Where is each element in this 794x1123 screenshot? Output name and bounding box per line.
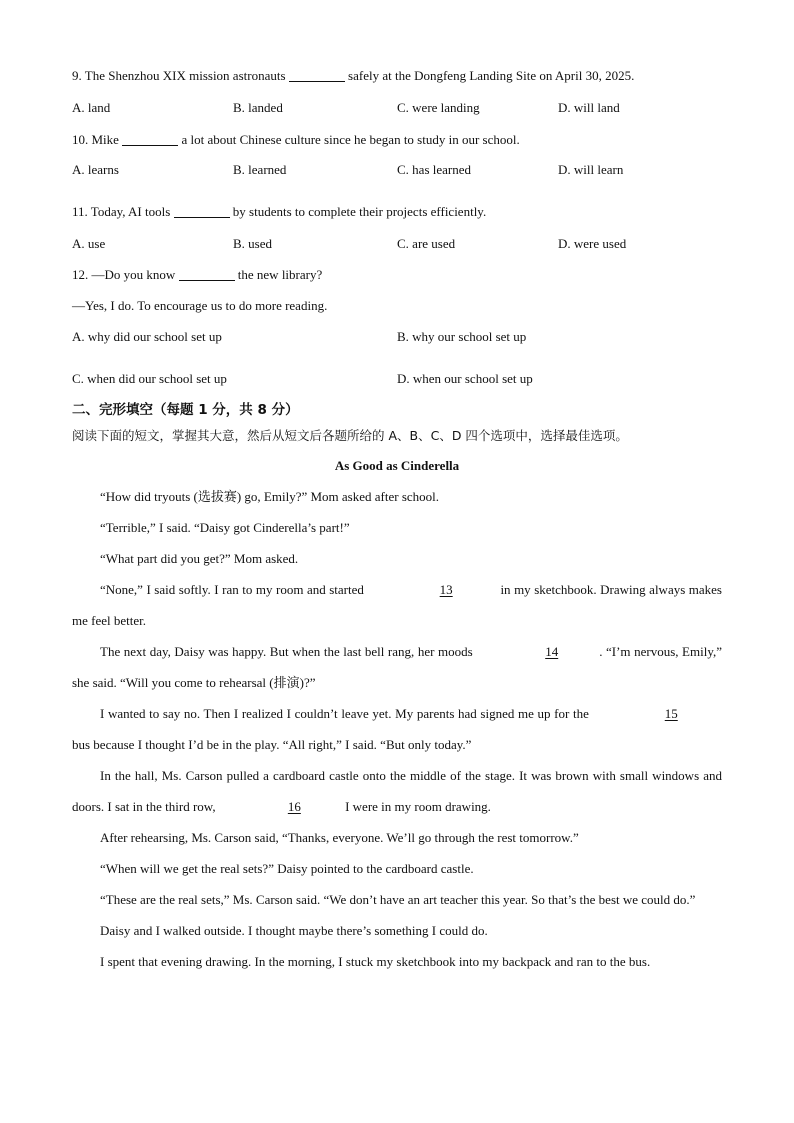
option-b: B. landed	[233, 100, 283, 115]
section-instruction: 阅读下面的短文，掌握其大意，然后从短文后各题所给的 A、B、C、D 四个选项中，选择最佳选项。	[72, 428, 628, 443]
option-c: C. when did our school set up	[72, 371, 227, 386]
question-stem-text: by students to complete their projects efficiently.	[232, 204, 487, 219]
option-a: A. use	[72, 236, 106, 251]
passage-title: As Good as Cinderella	[334, 458, 460, 473]
option-c: C. has learned	[397, 162, 472, 177]
paragraph: “What part did you get?” Mom asked.	[100, 551, 299, 566]
option-d: D. were used	[558, 236, 627, 251]
paragraph-text: in my sketchbook. Drawing always makes me feel better.	[72, 582, 722, 628]
option-c: C. were landing	[397, 100, 480, 115]
question-12-stem	[72, 267, 322, 283]
paragraph: After rehearsing, Ms. Carson said, “Thanks, everyone. We’ll go through the rest tomorrow.”	[100, 830, 579, 845]
paragraph-text: I were in my room drawing.	[345, 799, 491, 814]
paragraph	[72, 760, 722, 822]
paragraph-text: The next day, Daisy was happy. But when the last bell rang, her moods	[100, 644, 473, 659]
question-12-reply: —Yes, I do. To encourage us to do more reading.	[72, 298, 328, 313]
question-stem-text: a lot about Chinese culture since he began to study in our school.	[181, 132, 520, 147]
option-a: A. why did our school set up	[72, 329, 222, 344]
numbered-blank-14: 14	[545, 644, 559, 659]
question-stem-text: 12. —Do you know	[72, 267, 176, 282]
question-10-stem	[72, 132, 520, 148]
paragraph-text: . “I’m nervous, Emily,” she said. “Will you come to rehearsal (排演)?”	[72, 644, 723, 690]
answer-blank	[179, 268, 235, 281]
paragraph	[72, 574, 722, 636]
paragraph-text: “None,” I said softly. I ran to my room and started	[100, 582, 364, 597]
paragraph	[72, 698, 722, 760]
paragraph-text: In the hall, Ms. Carson pulled a cardboard castle onto the middle of the stage. It was brown with small windows and doors. I sat in the third row,	[72, 768, 722, 814]
question-stem-text: the new library?	[237, 267, 323, 282]
paragraph-text: I wanted to say no. Then I realized I couldn’t leave yet. My parents had signed me up for the	[100, 706, 589, 721]
paragraph: “How did tryouts (选拔赛) go, Emily?” Mom asked after school.	[100, 489, 440, 504]
option-c: C. are used	[397, 236, 456, 251]
section-title: 二、完形填空（每题 1 分，共 8 分）	[72, 402, 299, 418]
numbered-blank-16: 16	[287, 799, 301, 814]
answer-blank	[174, 205, 230, 218]
option-a: A. land	[72, 100, 111, 115]
paragraph: I spent that evening drawing. In the morning, I stuck my sketchbook into my backpack and ran to the bus.	[100, 954, 651, 969]
question-stem-text: safely at the Dongfeng Landing Site on April 30, 2025.	[348, 68, 635, 83]
paragraph: “When will we get the real sets?” Daisy pointed to the cardboard castle.	[100, 861, 474, 876]
answer-blank	[122, 133, 178, 146]
paragraph	[72, 636, 722, 698]
option-b: B. learned	[233, 162, 287, 177]
passage-body	[72, 481, 722, 977]
option-d: D. will learn	[558, 162, 624, 177]
question-11-stem	[72, 204, 486, 220]
option-b: B. why our school set up	[397, 329, 527, 344]
option-d: D. will land	[558, 100, 620, 115]
paragraph-text: bus because I thought I’d be in the play. “All right,” I said. “But only today.”	[72, 737, 472, 752]
question-stem-text: 9. The Shenzhou XIX mission astronauts	[72, 68, 286, 83]
question-stem-text: 11. Today, AI tools	[72, 204, 171, 219]
option-a: A. learns	[72, 162, 119, 177]
question-9-stem	[72, 68, 634, 84]
option-b: B. used	[233, 236, 272, 251]
option-d: D. when our school set up	[397, 371, 533, 386]
numbered-blank-15: 15	[664, 706, 678, 721]
answer-blank	[289, 69, 345, 82]
paragraph: Daisy and I walked outside. I thought maybe there’s something I could do.	[100, 923, 488, 938]
paragraph: “Terrible,” I said. “Daisy got Cinderella’s part!”	[100, 520, 350, 535]
numbered-blank-13: 13	[439, 582, 453, 597]
paragraph: “These are the real sets,” Ms. Carson said. “We don’t have an art teacher this year. So that’s the best we could do.”	[100, 892, 696, 907]
question-stem-text: 10. Mike	[72, 132, 119, 147]
